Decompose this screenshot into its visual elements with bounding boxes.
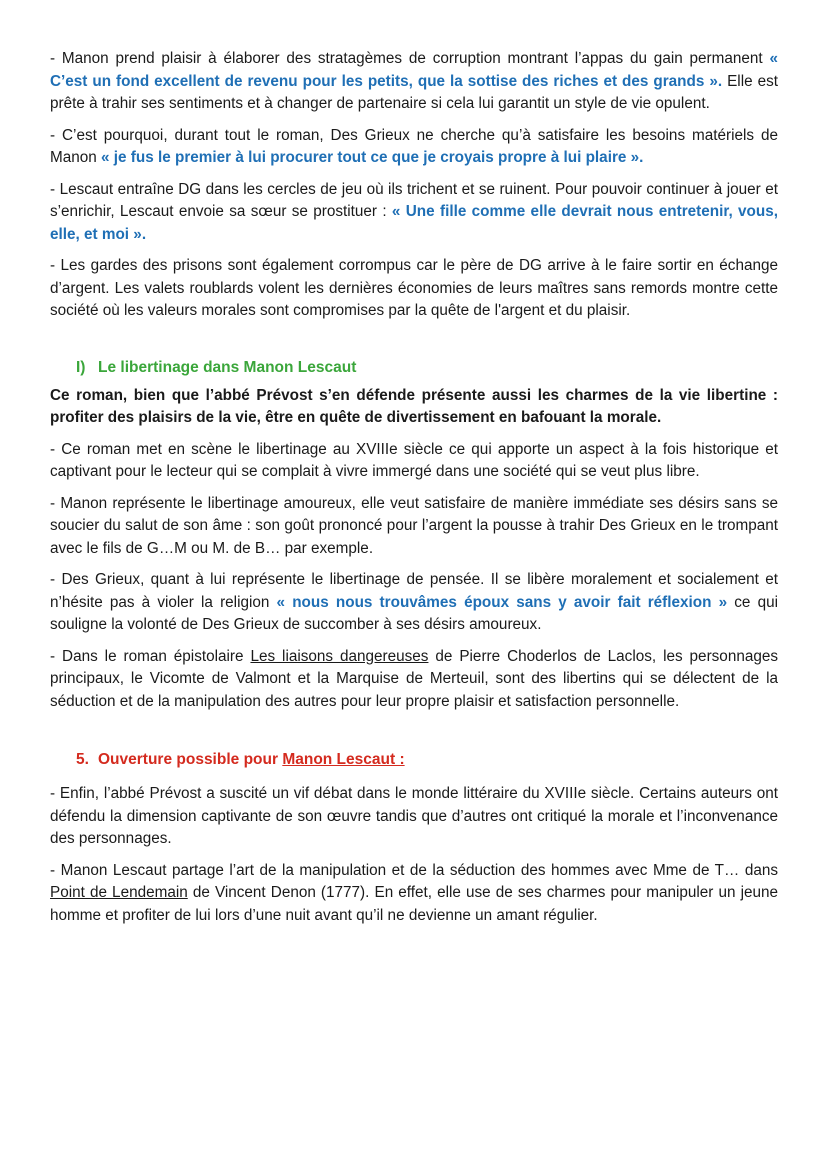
paragraph-debate [50, 783, 778, 851]
book-title: Les liaisons dangereuses [250, 647, 429, 665]
document-page [50, 48, 778, 936]
quote: « Une fille comme elle devrait nous entretenir, vous, elle, et moi ». [50, 203, 779, 243]
heading-title: Le libertinage dans Manon Lescaut [98, 358, 357, 376]
text: - Des Grieux, quant à lui représente le libertinage de pensée. Il se libère moralement et socialement et n’hésite pas à violer la religion [50, 571, 778, 611]
paragraph-gambling [50, 179, 778, 247]
text: Elle est prête à trahir ses sentiments et à changer de partenaire si cela lui garantit un style de vie opulent. [50, 72, 779, 112]
text: - Manon représente le libertinage amoureux, elle veut satisfaire de manière immédiate ses désirs sans se soucier du salut de son âme : son goût prononcé pour l’argent la pousse à trahir Des Grieux en le trompant avec le fils de G…M ou M. de B… par exemple. [50, 494, 778, 557]
text: - Enfin, l’abbé Prévost a suscité un vif débat dans le monde littéraire du XVIIIe siècle. Certains auteurs ont défendu la dimension captivante de son œuvre tandis que d’autres ont critiqué la morale et l’inconvenance des personnages. [50, 785, 778, 847]
quote: « nous nous trouvâmes époux sans y avoir fait réflexion » [276, 593, 728, 611]
paragraph-material-needs [50, 125, 778, 170]
text: - Lescaut entraîne DG dans les cercles de jeu où ils trichent et se ruinent. Pour pouvoir continuer à jouer et s’enrichir, Lescaut envoie sa sœur se prostituer : [50, 180, 778, 220]
section-heading-libertinage [76, 357, 778, 379]
quote: « C’est un fond excellent de revenu pour les petits, que la sottise des riches et des grands ». [50, 50, 778, 90]
quote: « je fus le premier à lui procurer tout ce que je croyais propre à lui plaire ». [101, 149, 644, 166]
paragraph-point-de-lendemain [50, 860, 778, 928]
section-heading-ouverture [76, 749, 778, 771]
paragraph-des-grieux-libertinage [50, 569, 778, 637]
text: - Les gardes des prisons sont également corrompus car le père de DG arrive à le faire sortir en échange d’argent. Les valets roublards volent les dernières économies de leurs maîtres sans remords montre cette société où les valeurs morales sont compromises par la quête de l'argent et du plaisir. [50, 257, 778, 319]
text: - Ce roman met en scène le libertinage au XVIIIe siècle ce qui apporte un aspect à la fois historique et captivant pour le lecteur qui se complait à vivre immergé dans une société qui se veut plus libre. [50, 440, 778, 480]
heading-number: 5. [76, 751, 89, 768]
text: - C’est pourquoi, durant tout le roman, Des Grieux ne cherche qu’à satisfaire les besoins matériels de Manon [50, 126, 778, 166]
text: de Vincent Denon (1777). En effet, elle use de ses charmes pour manipuler un jeune homme et profiter de lui lors d’une nuit avant qu’il ne devienne un amant régulier. [50, 884, 778, 924]
paragraph-libertinage-18th [50, 439, 778, 484]
paragraph-corruption-strategems [50, 48, 778, 116]
text: ce qui souligne la volonté de Des Grieux de succomber à ses désirs amoureux. [50, 593, 778, 633]
paragraph-prison-guards [50, 255, 778, 323]
text: de Pierre Choderlos de Laclos, les personnages principaux, le Vicomte de Valmont et la Marquise de Merteuil, sont des libertins qui se délectent de la séduction et de la manipulation des autres pour leur propre plaisir et satisfaction personnelle. [50, 647, 778, 710]
paragraph-manon-libertinage [50, 493, 778, 561]
text: - Dans le roman épistolaire [50, 647, 251, 665]
section-intro [50, 385, 778, 430]
heading-title: Ouverture possible pour [98, 751, 283, 768]
text: - Manon Lescaut partage l’art de la manipulation et de la séduction des hommes avec Mme de T… dans [50, 861, 778, 879]
heading-book-title: Manon Lescaut : [282, 751, 405, 768]
text: Ce roman, bien que l’abbé Prévost s’en défende présente aussi les charmes de la vie libertine : profiter des plaisirs de la vie, être en quête de divertissement en bafouant la morale. [50, 386, 778, 426]
text: - Manon prend plaisir à élaborer des stratagèmes de corruption montrant l’appas du gain permanent [50, 50, 770, 67]
paragraph-liaisons-dangereuses [50, 646, 778, 714]
book-title: Point de Lendemain [50, 884, 188, 901]
heading-number: I) [76, 358, 86, 376]
